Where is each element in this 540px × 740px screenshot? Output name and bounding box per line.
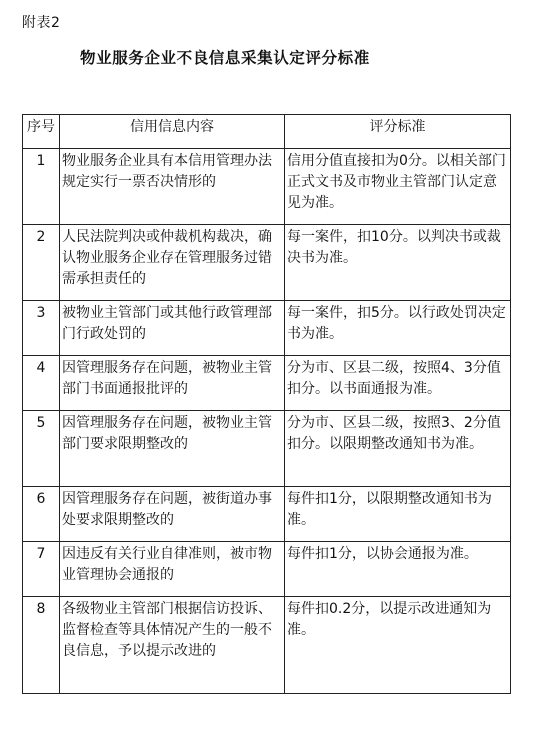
table-row (23, 487, 511, 542)
row-number: 3 (23, 301, 60, 356)
row-scoring-standard: 每件扣0.2分，以提示改进通知为准。 (285, 597, 511, 694)
row-number: 8 (23, 597, 60, 694)
table-row (23, 542, 511, 597)
row-credit-info: 被物业主管部门或其他行政管理部门行政处罚的 (60, 301, 285, 356)
row-credit-info: 因违反有关行业自律准则，被市物业管理协会通报的 (60, 542, 285, 597)
table-row (23, 411, 511, 487)
document-title: 物业服务企业不良信息采集认定评分标准 (80, 49, 370, 67)
row-credit-info: 人民法院判决或仲裁机构裁决，确认物业服务企业存在管理服务过错需承担责任的 (60, 225, 285, 301)
row-credit-info: 物业服务企业具有本信用管理办法规定实行一票否决情形的 (60, 149, 285, 225)
row-scoring-standard: 每件扣1分，以限期整改通知书为准。 (285, 487, 511, 542)
header-serial-number: 序号 (23, 115, 60, 149)
row-number: 2 (23, 225, 60, 301)
table-row (23, 356, 511, 411)
row-number: 6 (23, 487, 60, 542)
row-number: 7 (23, 542, 60, 597)
row-scoring-standard: 分为市、区县二级，按照3、2分值扣分。以限期整改通知书为准。 (285, 411, 511, 487)
header-credit-info-content: 信用信息内容 (60, 115, 285, 149)
table-row (23, 225, 511, 301)
table-row (23, 597, 511, 694)
table-row (23, 149, 511, 225)
annex-label: 附表2 (22, 15, 61, 31)
row-credit-info: 因管理服务存在问题，被物业主管部门书面通报批评的 (60, 356, 285, 411)
header-scoring-standard: 评分标准 (285, 115, 511, 149)
row-scoring-standard: 分为市、区县二级，按照4、3分值扣分。以书面通报为准。 (285, 356, 511, 411)
table-header-row (23, 115, 511, 149)
scoring-standards-table (22, 114, 511, 694)
row-credit-info: 因管理服务存在问题，被街道办事处要求限期整改的 (60, 487, 285, 542)
table-row (23, 301, 511, 356)
row-credit-info: 因管理服务存在问题，被物业主管部门要求限期整改的 (60, 411, 285, 487)
row-number: 1 (23, 149, 60, 225)
row-credit-info: 各级物业主管部门根据信访投诉、监督检查等具体情况产生的一般不良信息，予以提示改进的 (60, 597, 285, 694)
row-scoring-standard: 信用分值直接扣为0分。以相关部门正式文书及市物业主管部门认定意见为准。 (285, 149, 511, 225)
row-scoring-standard: 每件扣1分，以协会通报为准。 (285, 542, 511, 597)
row-number: 5 (23, 411, 60, 487)
row-scoring-standard: 每一案件，扣10分。以判决书或裁决书为准。 (285, 225, 511, 301)
row-number: 4 (23, 356, 60, 411)
row-scoring-standard: 每一案件，扣5分。以行政处罚决定书为准。 (285, 301, 511, 356)
